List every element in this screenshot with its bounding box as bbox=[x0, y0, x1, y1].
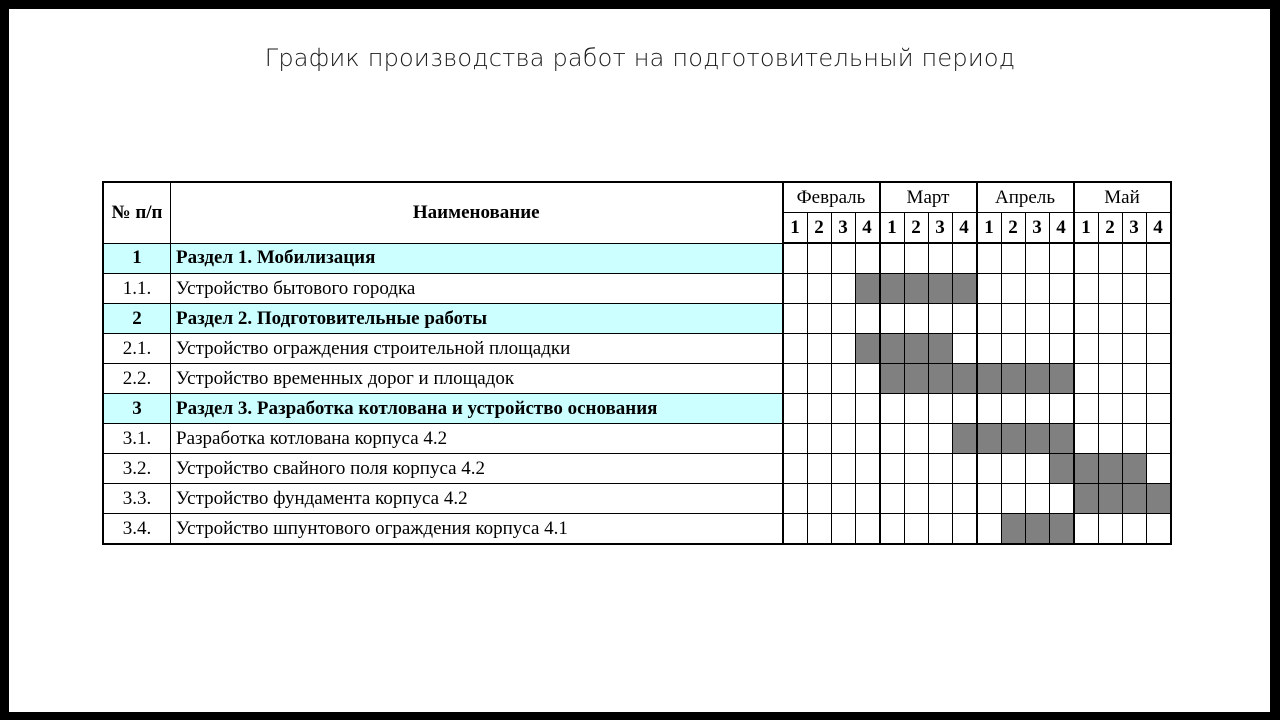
gantt-bar-cell bbox=[904, 274, 928, 304]
gantt-empty-cell bbox=[977, 243, 1002, 274]
gantt-empty-cell bbox=[1074, 364, 1099, 394]
gantt-empty-cell bbox=[1049, 243, 1074, 274]
row-number: 2 bbox=[103, 304, 171, 334]
gantt-empty-cell bbox=[1146, 274, 1171, 304]
gantt-empty-cell bbox=[783, 334, 808, 364]
gantt-bar-cell bbox=[880, 364, 905, 394]
month-april: Апрель bbox=[977, 182, 1074, 213]
task-name: Устройство свайного поля корпуса 4.2 bbox=[171, 454, 783, 484]
week-header-cell: 2 bbox=[1001, 213, 1025, 244]
gantt-table bbox=[102, 181, 1172, 545]
gantt-empty-cell bbox=[928, 454, 952, 484]
gantt-bar-cell bbox=[952, 274, 977, 304]
gantt-empty-cell bbox=[783, 514, 808, 545]
gantt-empty-cell bbox=[1025, 394, 1049, 424]
gantt-bar-cell bbox=[1001, 514, 1025, 545]
gantt-empty-cell bbox=[1146, 334, 1171, 364]
gantt-empty-cell bbox=[880, 394, 905, 424]
gantt-empty-cell bbox=[1098, 304, 1122, 334]
gantt-empty-cell bbox=[807, 304, 831, 334]
week-header-cell: 2 bbox=[1098, 213, 1122, 244]
gantt-empty-cell bbox=[880, 484, 905, 514]
gantt-empty-cell bbox=[783, 364, 808, 394]
gantt-empty-cell bbox=[807, 514, 831, 545]
gantt-bar-cell bbox=[952, 364, 977, 394]
section-row bbox=[103, 243, 1171, 274]
gantt-bar-cell bbox=[1025, 514, 1049, 545]
gantt-empty-cell bbox=[1025, 334, 1049, 364]
gantt-empty-cell bbox=[977, 514, 1002, 545]
gantt-empty-cell bbox=[1146, 243, 1171, 274]
gantt-empty-cell bbox=[1146, 394, 1171, 424]
task-name: Устройство фундамента корпуса 4.2 bbox=[171, 484, 783, 514]
task-row bbox=[103, 364, 1171, 394]
week-header-cell: 4 bbox=[1049, 213, 1074, 244]
gantt-empty-cell bbox=[1001, 274, 1025, 304]
week-header-cell: 2 bbox=[904, 213, 928, 244]
gantt-empty-cell bbox=[1146, 514, 1171, 545]
gantt-empty-cell bbox=[831, 454, 855, 484]
gantt-empty-cell bbox=[1074, 394, 1099, 424]
gantt-empty-cell bbox=[1001, 394, 1025, 424]
gantt-empty-cell bbox=[1146, 304, 1171, 334]
gantt-empty-cell bbox=[904, 484, 928, 514]
gantt-bar-cell bbox=[855, 274, 880, 304]
week-header-cell: 1 bbox=[977, 213, 1002, 244]
gantt-empty-cell bbox=[855, 514, 880, 545]
gantt-empty-cell bbox=[1049, 484, 1074, 514]
task-name: Устройство бытового городка bbox=[171, 274, 783, 304]
gantt-empty-cell bbox=[783, 304, 808, 334]
gantt-empty-cell bbox=[1001, 334, 1025, 364]
gantt-empty-cell bbox=[977, 484, 1002, 514]
gantt-empty-cell bbox=[807, 243, 831, 274]
week-header-cell: 3 bbox=[1122, 213, 1146, 244]
gantt-empty-cell bbox=[880, 454, 905, 484]
week-header-cell: 1 bbox=[880, 213, 905, 244]
row-number: 3.3. bbox=[103, 484, 171, 514]
gantt-empty-cell bbox=[1122, 514, 1146, 545]
section-name: Раздел 2. Подготовительные работы bbox=[171, 304, 783, 334]
gantt-empty-cell bbox=[831, 514, 855, 545]
gantt-empty-cell bbox=[1122, 334, 1146, 364]
gantt-empty-cell bbox=[1098, 514, 1122, 545]
gantt-empty-cell bbox=[807, 394, 831, 424]
gantt-bar-cell bbox=[1098, 454, 1122, 484]
gantt-empty-cell bbox=[855, 454, 880, 484]
gantt-bar-cell bbox=[1025, 424, 1049, 454]
gantt-empty-cell bbox=[1098, 394, 1122, 424]
gantt-bar-cell bbox=[1146, 484, 1171, 514]
week-header-cell: 2 bbox=[807, 213, 831, 244]
gantt-empty-cell bbox=[1122, 304, 1146, 334]
gantt-empty-cell bbox=[1122, 424, 1146, 454]
header-num: № п/п bbox=[103, 182, 171, 243]
row-number: 3 bbox=[103, 394, 171, 424]
section-name: Раздел 3. Разработка котлована и устройство основания bbox=[171, 394, 783, 424]
gantt-empty-cell bbox=[1074, 243, 1099, 274]
gantt-bar-cell bbox=[904, 334, 928, 364]
gantt-bar-cell bbox=[1122, 484, 1146, 514]
gantt-empty-cell bbox=[783, 484, 808, 514]
gantt-bar-cell bbox=[1098, 484, 1122, 514]
gantt-empty-cell bbox=[1025, 484, 1049, 514]
gantt-empty-cell bbox=[904, 243, 928, 274]
gantt-empty-cell bbox=[855, 304, 880, 334]
gantt-bar-cell bbox=[1001, 424, 1025, 454]
gantt-empty-cell bbox=[1001, 484, 1025, 514]
week-header-cell: 4 bbox=[1146, 213, 1171, 244]
gantt-empty-cell bbox=[928, 484, 952, 514]
page-title: График производства работ на подготовительный период bbox=[264, 44, 1016, 72]
gantt-empty-cell bbox=[1074, 274, 1099, 304]
gantt-empty-cell bbox=[880, 424, 905, 454]
task-row bbox=[103, 514, 1171, 545]
gantt-empty-cell bbox=[1074, 304, 1099, 334]
month-may: Май bbox=[1074, 182, 1171, 213]
row-number: 3.4. bbox=[103, 514, 171, 545]
month-february: Февраль bbox=[783, 182, 880, 213]
gantt-bar-cell bbox=[1025, 364, 1049, 394]
week-header-cell: 1 bbox=[1074, 213, 1099, 244]
month-march: Март bbox=[880, 182, 977, 213]
gantt-bar-cell bbox=[1049, 454, 1074, 484]
gantt-empty-cell bbox=[1122, 394, 1146, 424]
task-row bbox=[103, 484, 1171, 514]
gantt-empty-cell bbox=[855, 484, 880, 514]
row-number: 1 bbox=[103, 243, 171, 274]
gantt-empty-cell bbox=[831, 274, 855, 304]
gantt-empty-cell bbox=[783, 394, 808, 424]
task-name: Разработка котлована корпуса 4.2 bbox=[171, 424, 783, 454]
gantt-bar-cell bbox=[880, 274, 905, 304]
gantt-empty-cell bbox=[1146, 424, 1171, 454]
gantt-empty-cell bbox=[977, 394, 1002, 424]
gantt-empty-cell bbox=[1098, 424, 1122, 454]
section-row bbox=[103, 394, 1171, 424]
gantt-empty-cell bbox=[1049, 274, 1074, 304]
gantt-empty-cell bbox=[904, 514, 928, 545]
gantt-empty-cell bbox=[1049, 304, 1074, 334]
gantt-empty-cell bbox=[1074, 514, 1099, 545]
gantt-empty-cell bbox=[904, 454, 928, 484]
gantt-bar-cell bbox=[977, 364, 1002, 394]
gantt-empty-cell bbox=[1074, 334, 1099, 364]
gantt-empty-cell bbox=[807, 424, 831, 454]
gantt-bar-cell bbox=[880, 334, 905, 364]
gantt-empty-cell bbox=[1098, 243, 1122, 274]
week-header-cell: 3 bbox=[831, 213, 855, 244]
gantt-empty-cell bbox=[928, 394, 952, 424]
gantt-empty-cell bbox=[807, 274, 831, 304]
gantt-bar-cell bbox=[928, 274, 952, 304]
section-name: Раздел 1. Мобилизация bbox=[171, 243, 783, 274]
gantt-bar-cell bbox=[1122, 454, 1146, 484]
gantt-empty-cell bbox=[952, 394, 977, 424]
gantt-empty-cell bbox=[977, 274, 1002, 304]
gantt-empty-cell bbox=[807, 454, 831, 484]
gantt-empty-cell bbox=[880, 304, 905, 334]
gantt-empty-cell bbox=[952, 484, 977, 514]
gantt-empty-cell bbox=[855, 424, 880, 454]
row-number: 2.1. bbox=[103, 334, 171, 364]
gantt-empty-cell bbox=[1122, 274, 1146, 304]
gantt-empty-cell bbox=[1025, 274, 1049, 304]
gantt-empty-cell bbox=[831, 394, 855, 424]
gantt-empty-cell bbox=[1001, 304, 1025, 334]
gantt-empty-cell bbox=[831, 424, 855, 454]
task-row bbox=[103, 424, 1171, 454]
gantt-empty-cell bbox=[1025, 454, 1049, 484]
gantt-empty-cell bbox=[831, 304, 855, 334]
gantt-empty-cell bbox=[1025, 304, 1049, 334]
week-header-cell: 3 bbox=[1025, 213, 1049, 244]
task-row bbox=[103, 334, 1171, 364]
gantt-empty-cell bbox=[1049, 334, 1074, 364]
gantt-empty-cell bbox=[952, 454, 977, 484]
gantt-empty-cell bbox=[928, 514, 952, 545]
gantt-empty-cell bbox=[904, 424, 928, 454]
task-name: Устройство временных дорог и площадок bbox=[171, 364, 783, 394]
gantt-empty-cell bbox=[928, 304, 952, 334]
gantt-empty-cell bbox=[1122, 243, 1146, 274]
week-header-cell: 4 bbox=[952, 213, 977, 244]
gantt-empty-cell bbox=[1049, 394, 1074, 424]
gantt-empty-cell bbox=[952, 243, 977, 274]
gantt-empty-cell bbox=[831, 484, 855, 514]
gantt-empty-cell bbox=[807, 334, 831, 364]
row-number: 1.1. bbox=[103, 274, 171, 304]
gantt-empty-cell bbox=[783, 454, 808, 484]
gantt-bar-cell bbox=[904, 364, 928, 394]
gantt-empty-cell bbox=[928, 424, 952, 454]
gantt-empty-cell bbox=[1001, 454, 1025, 484]
gantt-bar-cell bbox=[1001, 364, 1025, 394]
gantt-empty-cell bbox=[928, 243, 952, 274]
gantt-empty-cell bbox=[1025, 243, 1049, 274]
week-header-cell: 3 bbox=[928, 213, 952, 244]
row-number: 3.2. bbox=[103, 454, 171, 484]
header-row-months bbox=[103, 182, 1171, 213]
gantt-empty-cell bbox=[783, 243, 808, 274]
gantt-empty-cell bbox=[1001, 243, 1025, 274]
gantt-empty-cell bbox=[783, 274, 808, 304]
header-name: Наименование bbox=[171, 182, 783, 243]
gantt-empty-cell bbox=[977, 454, 1002, 484]
gantt-empty-cell bbox=[855, 243, 880, 274]
gantt-empty-cell bbox=[880, 243, 905, 274]
gantt-bar-cell bbox=[1049, 424, 1074, 454]
row-number: 2.2. bbox=[103, 364, 171, 394]
gantt-empty-cell bbox=[1146, 364, 1171, 394]
gantt-empty-cell bbox=[952, 514, 977, 545]
section-row bbox=[103, 304, 1171, 334]
gantt-empty-cell bbox=[831, 334, 855, 364]
gantt-bar-cell bbox=[928, 364, 952, 394]
gantt-empty-cell bbox=[1098, 364, 1122, 394]
week-header-cell: 4 bbox=[855, 213, 880, 244]
gantt-empty-cell bbox=[977, 304, 1002, 334]
task-name: Устройство шпунтового ограждения корпуса 4.1 bbox=[171, 514, 783, 545]
gantt-empty-cell bbox=[1098, 334, 1122, 364]
gantt-empty-cell bbox=[952, 334, 977, 364]
task-row bbox=[103, 454, 1171, 484]
task-name: Устройство ограждения строительной площадки bbox=[171, 334, 783, 364]
gantt-empty-cell bbox=[831, 243, 855, 274]
gantt-empty-cell bbox=[831, 364, 855, 394]
gantt-empty-cell bbox=[855, 364, 880, 394]
gantt-bar-cell bbox=[952, 424, 977, 454]
week-header-cell: 1 bbox=[783, 213, 808, 244]
gantt-empty-cell bbox=[904, 394, 928, 424]
gantt-empty-cell bbox=[855, 394, 880, 424]
gantt-bar-cell bbox=[1074, 454, 1099, 484]
gantt-bar-cell bbox=[928, 334, 952, 364]
gantt-bar-cell bbox=[855, 334, 880, 364]
task-row bbox=[103, 274, 1171, 304]
gantt-bar-cell bbox=[1049, 514, 1074, 545]
gantt-empty-cell bbox=[783, 424, 808, 454]
gantt-empty-cell bbox=[1098, 274, 1122, 304]
gantt-empty-cell bbox=[904, 304, 928, 334]
gantt-empty-cell bbox=[880, 514, 905, 545]
gantt-bar-cell bbox=[1074, 484, 1099, 514]
gantt-empty-cell bbox=[807, 364, 831, 394]
gantt-empty-cell bbox=[952, 304, 977, 334]
gantt-empty-cell bbox=[807, 484, 831, 514]
gantt-empty-cell bbox=[1122, 364, 1146, 394]
gantt-empty-cell bbox=[977, 334, 1002, 364]
gantt-empty-cell bbox=[1146, 454, 1171, 484]
gantt-bar-cell bbox=[977, 424, 1002, 454]
gantt-empty-cell bbox=[1074, 424, 1099, 454]
gantt-bar-cell bbox=[1049, 364, 1074, 394]
row-number: 3.1. bbox=[103, 424, 171, 454]
